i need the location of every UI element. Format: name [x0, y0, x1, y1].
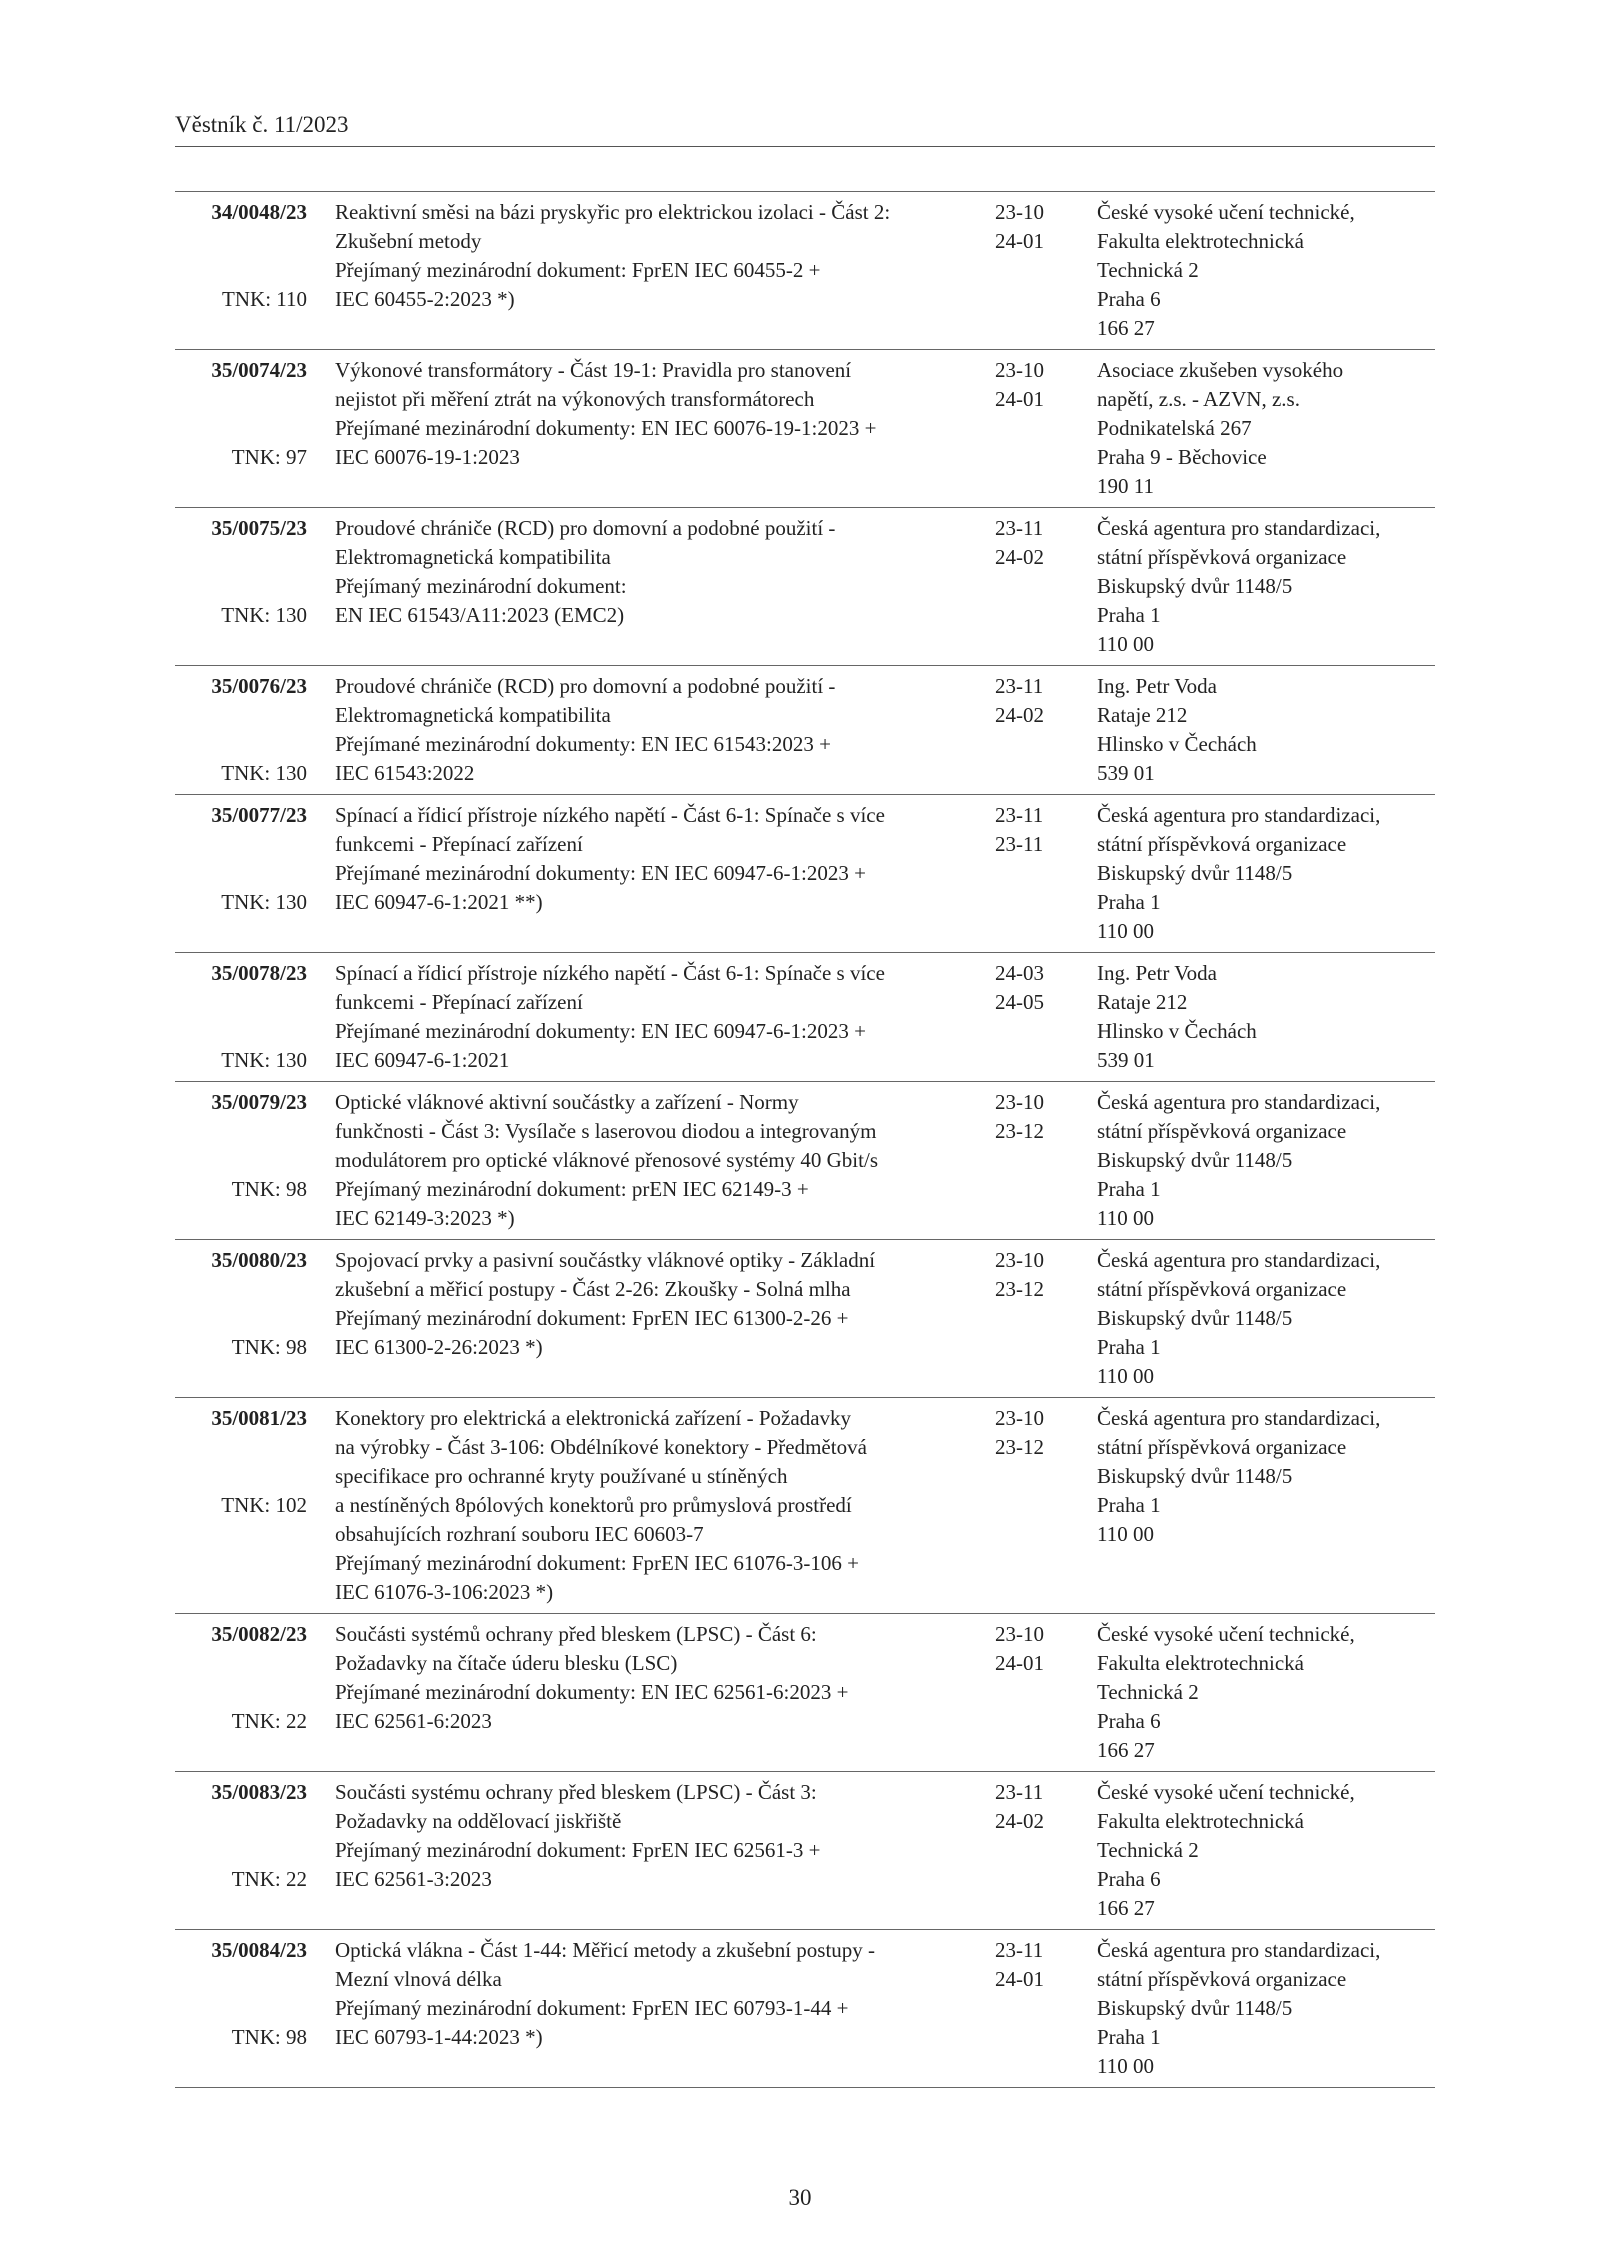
address-line: Česká agentura pro standardizaci,	[1097, 516, 1381, 540]
address-line: Biskupský dvůr 1148/5	[1097, 1306, 1293, 1330]
date-value: 24-02	[995, 703, 1044, 727]
address-line: 110 00	[1097, 1206, 1154, 1230]
date-value: 24-02	[995, 545, 1044, 569]
date-value: 23-11	[995, 803, 1044, 827]
title-line: Požadavky na čítače úderu blesku (LSC)	[335, 1651, 678, 1675]
address-line: Technická 2	[1097, 258, 1199, 282]
date-value: 24-01	[995, 387, 1044, 411]
table-row	[175, 666, 1435, 795]
dates-cell	[995, 356, 1055, 414]
title-line: funkcemi - Přepínací zařízení	[335, 990, 583, 1014]
title-line: Požadavky na oddělovací jiskřiště	[335, 1809, 622, 1833]
dates-cell	[995, 1778, 1055, 1836]
processor-address-cell	[1097, 1936, 1435, 2081]
processor-address-cell	[1097, 801, 1435, 946]
title-line: a nestíněných 8pólových konektorů pro průmyslová prostředí	[335, 1493, 852, 1517]
standard-number: 35/0079/23	[211, 1090, 307, 1114]
processor-address-cell	[1097, 1088, 1435, 1233]
dates-cell	[995, 672, 1055, 730]
title-line: Reaktivní směsi na bázi pryskyřic pro elektrickou izolaci - Část 2:	[335, 200, 891, 224]
tnk-label: TNK: 22	[231, 1867, 307, 1891]
table-row	[175, 1082, 1435, 1240]
tnk-label: TNK: 130	[221, 1048, 307, 1072]
standard-number: 35/0081/23	[211, 1406, 307, 1430]
tnk-label: TNK: 110	[222, 287, 307, 311]
address-line: České vysoké učení technické,	[1097, 200, 1355, 224]
standard-code-cell	[175, 959, 307, 1072]
title-line: IEC 60947-6-1:2021 **)	[335, 890, 543, 914]
address-line: Praha 1	[1097, 1335, 1161, 1359]
standard-number: 35/0078/23	[211, 961, 307, 985]
date-value: 23-10	[995, 358, 1044, 382]
tnk-label: TNK: 130	[221, 603, 307, 627]
address-line: Ing. Petr Voda	[1097, 961, 1217, 985]
address-line: státní příspěvková organizace	[1097, 832, 1347, 856]
address-line: Praha 1	[1097, 1493, 1161, 1517]
standard-number: 35/0075/23	[211, 516, 307, 540]
address-line: státní příspěvková organizace	[1097, 1119, 1347, 1143]
date-value: 23-12	[995, 1277, 1044, 1301]
address-line: České vysoké učení technické,	[1097, 1622, 1355, 1646]
address-line: Česká agentura pro standardizaci,	[1097, 1248, 1381, 1272]
standard-number: 35/0084/23	[211, 1938, 307, 1962]
standard-number: 34/0048/23	[211, 200, 307, 224]
address-line: státní příspěvková organizace	[1097, 1277, 1347, 1301]
title-line: IEC 60076-19-1:2023	[335, 445, 520, 469]
title-line: zkušební a měřicí postupy - Část 2-26: Zkoušky - Solná mlha	[335, 1277, 851, 1301]
processor-address-cell	[1097, 1620, 1435, 1765]
title-line: Přejímaný mezinárodní dokument: prEN IEC 62149-3 +	[335, 1177, 809, 1201]
title-line: Přejímaný mezinárodní dokument: FprEN IEC 60455-2 +	[335, 258, 821, 282]
standard-code-cell	[175, 1088, 307, 1201]
standard-title-cell	[335, 1936, 975, 2052]
processor-address-cell	[1097, 672, 1435, 788]
address-line: státní příspěvková organizace	[1097, 1967, 1347, 1991]
title-line: funkčnosti - Část 3: Vysílače s laserovou diodou a integrovaným	[335, 1119, 877, 1143]
title-line: IEC 60947-6-1:2021	[335, 1048, 510, 1072]
dates-cell	[995, 514, 1055, 572]
table-row	[175, 795, 1435, 953]
title-line: Přejímaný mezinárodní dokument:	[335, 574, 627, 598]
processor-address-cell	[1097, 1778, 1435, 1923]
address-line: 539 01	[1097, 761, 1155, 785]
address-line: 166 27	[1097, 316, 1155, 340]
table-row	[175, 953, 1435, 1082]
date-value: 23-10	[995, 1090, 1044, 1114]
address-line: 110 00	[1097, 632, 1154, 656]
address-line: Praha 1	[1097, 890, 1161, 914]
table-row	[175, 1930, 1435, 2088]
title-line: Výkonové transformátory - Část 19-1: Pravidla pro stanovení	[335, 358, 852, 382]
address-line: Ing. Petr Voda	[1097, 674, 1217, 698]
dates-cell	[995, 1620, 1055, 1678]
address-line: Rataje 212	[1097, 703, 1188, 727]
address-line: Rataje 212	[1097, 990, 1188, 1014]
address-line: Praha 6	[1097, 287, 1161, 311]
dates-cell	[995, 1404, 1055, 1462]
address-line: 110 00	[1097, 919, 1154, 943]
address-line: 110 00	[1097, 1364, 1154, 1388]
standard-title-cell	[335, 1778, 975, 1894]
title-line: Zkušební metody	[335, 229, 482, 253]
dates-cell	[995, 959, 1055, 1017]
date-value: 24-02	[995, 1809, 1044, 1833]
address-line: Praha 1	[1097, 603, 1161, 627]
standard-code-cell	[175, 1620, 307, 1733]
table-row	[175, 1240, 1435, 1398]
address-line: Praha 9 - Běchovice	[1097, 445, 1267, 469]
standard-title-cell	[335, 198, 975, 314]
address-line: Biskupský dvůr 1148/5	[1097, 1996, 1293, 2020]
tnk-label: TNK: 98	[231, 2025, 307, 2049]
standard-code-cell	[175, 1404, 307, 1517]
title-line: Mezní vlnová délka	[335, 1967, 502, 1991]
address-line: 110 00	[1097, 2054, 1154, 2078]
title-line: Přejímané mezinárodní dokumenty: EN IEC 62561-6:2023 +	[335, 1680, 849, 1704]
address-line: České vysoké učení technické,	[1097, 1780, 1355, 1804]
title-line: Optická vlákna - Část 1-44: Měřicí metody a zkušební postupy -	[335, 1938, 876, 1962]
standard-number: 35/0074/23	[211, 358, 307, 382]
title-line: Spínací a řídicí přístroje nízkého napětí - Část 6-1: Spínače s více	[335, 961, 885, 985]
standard-code-cell	[175, 672, 307, 785]
title-line: Součásti systémů ochrany před bleskem (LPSC) - Část 6:	[335, 1622, 817, 1646]
standard-title-cell	[335, 801, 975, 917]
title-line: specifikace pro ochranné kryty používané u stíněných	[335, 1464, 788, 1488]
address-line: Praha 6	[1097, 1709, 1161, 1733]
title-line: Přejímané mezinárodní dokumenty: EN IEC 60947-6-1:2023 +	[335, 861, 866, 885]
address-line: Praha 1	[1097, 1177, 1161, 1201]
date-value: 23-11	[995, 1780, 1044, 1804]
title-line: funkcemi - Přepínací zařízení	[335, 832, 583, 856]
title-line: Elektromagnetická kompatibilita	[335, 545, 611, 569]
address-line: státní příspěvková organizace	[1097, 545, 1347, 569]
title-line: Spojovací prvky a pasivní součástky vláknové optiky - Základní	[335, 1248, 876, 1272]
address-line: Asociace zkušeben vysokého	[1097, 358, 1344, 382]
title-line: Elektromagnetická kompatibilita	[335, 703, 611, 727]
standard-code-cell	[175, 514, 307, 627]
title-line: na výrobky - Část 3-106: Obdélníkové konektory - Předmětová	[335, 1435, 867, 1459]
address-line: Technická 2	[1097, 1838, 1199, 1862]
date-value: 23-11	[995, 516, 1044, 540]
title-line: Přejímané mezinárodní dokumenty: EN IEC 61543:2023 +	[335, 732, 831, 756]
date-value: 24-01	[995, 1651, 1044, 1675]
date-value: 24-01	[995, 1967, 1044, 1991]
standard-code-cell	[175, 801, 307, 914]
table-row	[175, 1398, 1435, 1614]
date-value: 24-01	[995, 229, 1044, 253]
title-line: Přejímaný mezinárodní dokument: FprEN IEC 60793-1-44 +	[335, 1996, 849, 2020]
address-line: Hlinsko v Čechách	[1097, 1019, 1257, 1043]
title-line: Přejímané mezinárodní dokumenty: EN IEC 60947-6-1:2023 +	[335, 1019, 866, 1043]
address-line: Česká agentura pro standardizaci,	[1097, 1090, 1381, 1114]
dates-cell	[995, 1088, 1055, 1146]
address-line: Fakulta elektrotechnická	[1097, 1651, 1304, 1675]
standard-title-cell	[335, 1246, 975, 1362]
title-line: IEC 61300-2-26:2023 *)	[335, 1335, 543, 1359]
title-line: Přejímaný mezinárodní dokument: FprEN IEC 61300-2-26 +	[335, 1306, 849, 1330]
standard-title-cell	[335, 356, 975, 472]
standard-number: 35/0082/23	[211, 1622, 307, 1646]
processor-address-cell	[1097, 1404, 1435, 1549]
title-line: IEC 60793-1-44:2023 *)	[335, 2025, 543, 2049]
standard-number: 35/0080/23	[211, 1248, 307, 1272]
processor-address-cell	[1097, 198, 1435, 343]
title-line: Přejímané mezinárodní dokumenty: EN IEC 60076-19-1:2023 +	[335, 416, 877, 440]
date-value: 23-10	[995, 1248, 1044, 1272]
page-header: Věstník č. 11/2023	[175, 112, 349, 137]
title-line: Přejímaný mezinárodní dokument: FprEN IEC 61076-3-106 +	[335, 1551, 859, 1575]
standard-title-cell	[335, 1088, 975, 1233]
date-value: 24-03	[995, 961, 1044, 985]
date-value: 23-11	[995, 832, 1044, 856]
table-row	[175, 508, 1435, 666]
title-line: Přejímaný mezinárodní dokument: FprEN IEC 62561-3 +	[335, 1838, 821, 1862]
page-number: 30	[788, 2185, 812, 2210]
standard-number: 35/0083/23	[211, 1780, 307, 1804]
title-line: obsahujících rozhraní souboru IEC 60603-7	[335, 1522, 704, 1546]
date-value: 23-12	[995, 1435, 1044, 1459]
date-value: 23-10	[995, 1406, 1044, 1430]
title-line: IEC 61543:2022	[335, 761, 475, 785]
date-value: 23-10	[995, 1622, 1044, 1646]
tnk-label: TNK: 98	[231, 1335, 307, 1359]
address-line: 166 27	[1097, 1738, 1155, 1762]
dates-cell	[995, 1246, 1055, 1304]
title-line: Spínací a řídicí přístroje nízkého napětí - Část 6-1: Spínače s více	[335, 803, 885, 827]
standard-code-cell	[175, 1778, 307, 1891]
address-line: Praha 6	[1097, 1867, 1161, 1891]
table-row	[175, 1614, 1435, 1772]
standards-table	[175, 191, 1435, 2088]
address-line: Česká agentura pro standardizaci,	[1097, 803, 1381, 827]
standard-title-cell	[335, 959, 975, 1075]
dates-cell	[995, 198, 1055, 256]
date-value: 23-11	[995, 674, 1044, 698]
title-line: EN IEC 61543/A11:2023 (EMC2)	[335, 603, 625, 627]
title-line: Proudové chrániče (RCD) pro domovní a podobné použití -	[335, 674, 836, 698]
address-line: 166 27	[1097, 1896, 1155, 1920]
standard-code-cell	[175, 1936, 307, 2049]
tnk-label: TNK: 130	[221, 761, 307, 785]
address-line: Biskupský dvůr 1148/5	[1097, 1464, 1293, 1488]
tnk-label: TNK: 102	[221, 1493, 307, 1517]
tnk-label: TNK: 22	[231, 1709, 307, 1733]
processor-address-cell	[1097, 959, 1435, 1075]
title-line: IEC 61076-3-106:2023 *)	[335, 1580, 554, 1604]
table-row	[175, 1772, 1435, 1930]
address-line: Technická 2	[1097, 1680, 1199, 1704]
date-value: 23-12	[995, 1119, 1044, 1143]
standard-code-cell	[175, 198, 307, 311]
title-line: IEC 62561-6:2023	[335, 1709, 492, 1733]
header-divider	[175, 146, 1435, 147]
standard-title-cell	[335, 514, 975, 630]
date-value: 23-11	[995, 1938, 1044, 1962]
title-line: Optické vláknové aktivní součástky a zařízení - Normy	[335, 1090, 799, 1114]
dates-cell	[995, 801, 1055, 859]
address-line: Praha 1	[1097, 2025, 1161, 2049]
tnk-label: TNK: 97	[231, 445, 307, 469]
tnk-label: TNK: 130	[221, 890, 307, 914]
address-line: Podnikatelská 267	[1097, 416, 1252, 440]
table-row	[175, 350, 1435, 508]
title-line: modulátorem pro optické vláknové přenosové systémy 40 Gbit/s	[335, 1148, 878, 1172]
address-line: Fakulta elektrotechnická	[1097, 1809, 1304, 1833]
standard-title-cell	[335, 1404, 975, 1607]
title-line: Konektory pro elektrická a elektronická zařízení - Požadavky	[335, 1406, 852, 1430]
date-value: 23-10	[995, 200, 1044, 224]
standard-number: 35/0077/23	[211, 803, 307, 827]
date-value: 24-05	[995, 990, 1044, 1014]
address-line: 190 11	[1097, 474, 1154, 498]
standard-number: 35/0076/23	[211, 674, 307, 698]
title-line: Součásti systému ochrany před bleskem (LPSC) - Část 3:	[335, 1780, 817, 1804]
address-line: Česká agentura pro standardizaci,	[1097, 1938, 1381, 1962]
standard-title-cell	[335, 672, 975, 788]
title-line: nejistot při měření ztrát na výkonových transformátorech	[335, 387, 815, 411]
processor-address-cell	[1097, 514, 1435, 659]
address-line: 539 01	[1097, 1048, 1155, 1072]
standard-title-cell	[335, 1620, 975, 1736]
address-line: státní příspěvková organizace	[1097, 1435, 1347, 1459]
tnk-label: TNK: 98	[231, 1177, 307, 1201]
processor-address-cell	[1097, 356, 1435, 501]
address-line: Biskupský dvůr 1148/5	[1097, 861, 1293, 885]
title-line: Proudové chrániče (RCD) pro domovní a podobné použití -	[335, 516, 836, 540]
dates-cell	[995, 1936, 1055, 1994]
title-line: IEC 60455-2:2023 *)	[335, 287, 515, 311]
address-line: Fakulta elektrotechnická	[1097, 229, 1304, 253]
title-line: IEC 62561-3:2023	[335, 1867, 492, 1891]
address-line: Biskupský dvůr 1148/5	[1097, 1148, 1293, 1172]
address-line: 110 00	[1097, 1522, 1154, 1546]
address-line: Hlinsko v Čechách	[1097, 732, 1257, 756]
table-row	[175, 192, 1435, 350]
address-line: Česká agentura pro standardizaci,	[1097, 1406, 1381, 1430]
standard-code-cell	[175, 1246, 307, 1359]
address-line: Biskupský dvůr 1148/5	[1097, 574, 1293, 598]
processor-address-cell	[1097, 1246, 1435, 1391]
standard-code-cell	[175, 356, 307, 469]
address-line: napětí, z.s. - AZVN, z.s.	[1097, 387, 1300, 411]
title-line: IEC 62149-3:2023 *)	[335, 1206, 515, 1230]
